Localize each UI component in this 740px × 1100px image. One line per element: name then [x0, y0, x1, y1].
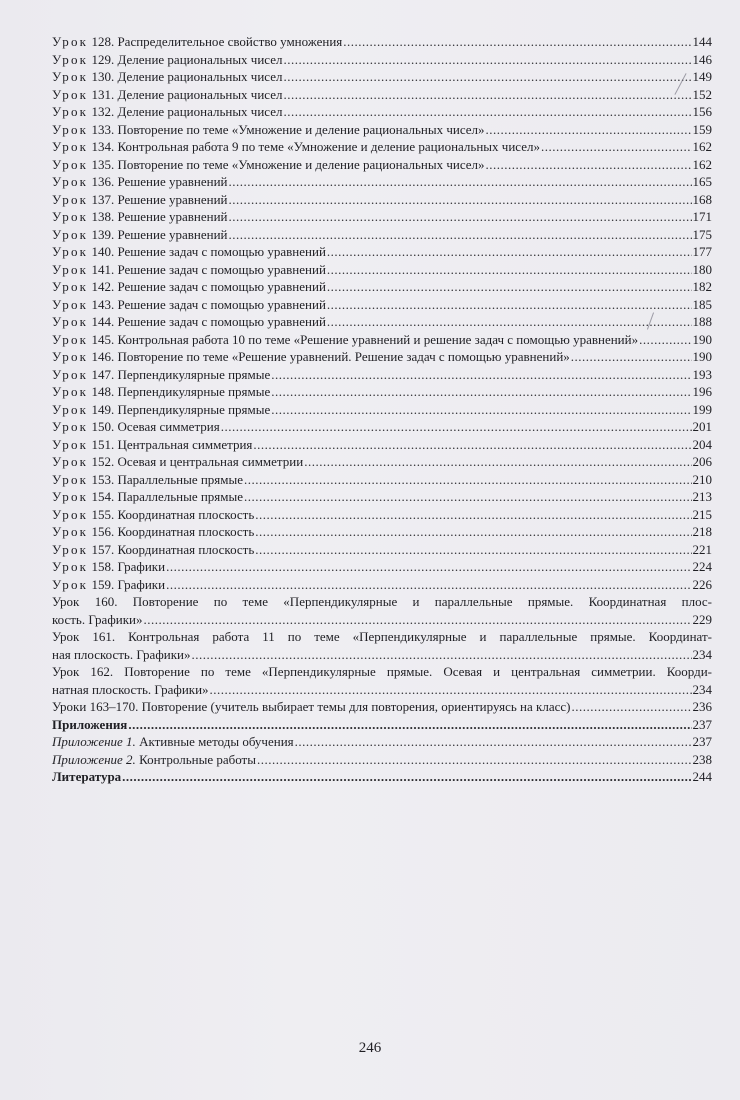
leader-dots [210, 681, 692, 699]
leader-dots [255, 506, 691, 524]
leader-dots [122, 768, 691, 786]
appendix-label: Приложение 2. [52, 751, 136, 767]
lesson-number: 152. [91, 454, 115, 469]
toc-entry-page: 159 [692, 121, 712, 137]
toc-entry [52, 121, 712, 139]
lesson-prefix: Урок [52, 331, 89, 347]
toc-entry-title: Центральная симметрия [117, 436, 253, 452]
lesson-number: 158. [91, 559, 115, 574]
leader-dots [229, 191, 692, 209]
toc-entry-page: 182 [692, 279, 712, 294]
lesson-prefix: Урок [52, 69, 89, 84]
toc-entry-page: 190 [692, 331, 712, 347]
toc-entry-title: Решение уравнений [117, 174, 228, 189]
lesson-number: 155. [91, 506, 115, 522]
lesson-number: 157. [91, 541, 115, 557]
lesson-prefix: Урок [52, 191, 89, 207]
toc-entry-title: Перпендикулярные прямые [117, 384, 271, 399]
lesson-number: 147. [91, 366, 115, 382]
lesson-prefix: Урок [52, 489, 89, 504]
leader-dots [255, 541, 691, 559]
toc-entry [52, 278, 712, 296]
toc-entry-title: Распределительное свойство умножения [117, 34, 343, 49]
leader-dots [639, 331, 691, 349]
toc-entry-page: 234 [692, 681, 712, 697]
lesson-number: 144. [91, 314, 115, 329]
lesson-prefix: Урок [52, 139, 89, 154]
toc-entry [52, 296, 712, 314]
toc-entry-title: Контрольные работы [139, 751, 256, 767]
lesson-prefix: Урок [52, 349, 89, 364]
toc-entry-title: Повторение по теме «Умножение и деление рациональных чисел» [117, 121, 485, 137]
toc-entry-title: Решение уравнений [117, 209, 228, 224]
toc-entry-title: Решение задач с помощью уравнений [117, 279, 326, 294]
toc-entry-title: Деление рациональных чисел [117, 104, 283, 119]
toc-entry [52, 471, 712, 489]
toc-entry [52, 348, 712, 366]
toc-entry-page: 177 [692, 244, 712, 259]
appendix-label: Приложение 1. [52, 734, 136, 749]
toc-entry-title: Графики [117, 559, 166, 574]
toc-entry-page: 152 [692, 86, 712, 102]
lesson-prefix: Урок [52, 104, 89, 119]
toc-entry-title: Осевая симметрия [117, 419, 220, 434]
lesson-prefix: Урок [52, 34, 89, 49]
lesson-number: 148. [91, 384, 115, 399]
leader-dots [327, 261, 692, 279]
toc-entry [52, 331, 712, 349]
leader-dots [571, 348, 692, 366]
leader-dots [229, 208, 692, 226]
toc-entry-page: 236 [692, 699, 712, 714]
toc-entry-title-line2: натная плоскость. Графики» [52, 681, 209, 697]
toc-entry-page: 196 [692, 384, 712, 399]
toc-entry-title: Координатная плоскость [117, 506, 255, 522]
lesson-number: 135. [91, 156, 115, 172]
toc-entry-title: Графики [117, 576, 166, 592]
lesson-number: 143. [91, 296, 115, 312]
leader-dots [343, 33, 691, 51]
toc-entry-title: Деление рациональных чисел [117, 86, 283, 102]
lesson-prefix: Урок [52, 454, 89, 469]
lesson-prefix: Урок [52, 524, 89, 539]
leader-dots [221, 418, 692, 436]
toc-entry-page: 168 [692, 191, 712, 207]
toc-entry-literature [52, 768, 712, 786]
lesson-number: 146. [91, 349, 115, 364]
multi-line-entries [52, 593, 712, 698]
lesson-number: 154. [91, 489, 115, 504]
page-number: 246 [358, 1040, 382, 1056]
toc-entry-appendix-1 [52, 733, 712, 751]
toc-entry-page: 210 [692, 471, 712, 487]
lesson-prefix: Урок [52, 86, 89, 102]
toc-entry [52, 418, 712, 436]
toc-entry [52, 401, 712, 419]
leader-dots [229, 226, 692, 244]
toc-entry-title: Контрольная работа 9 по теме «Умножение и деление рациональных чисел» [117, 139, 540, 154]
toc-entry-page: 149 [692, 69, 712, 84]
leader-dots [271, 383, 691, 401]
lesson-number: 139. [91, 226, 115, 242]
leader-dots [284, 86, 692, 104]
toc-entry-page: 237 [692, 734, 712, 749]
lesson-number: 149. [91, 401, 115, 417]
leader-dots [284, 103, 692, 121]
toc-entry-title: Литература [52, 769, 122, 784]
lesson-prefix: Урок [52, 226, 89, 242]
toc-entry-page: 226 [692, 576, 712, 592]
toc-entry-title: Параллельные прямые [117, 489, 244, 504]
leader-dots [253, 436, 691, 454]
toc-entry-appendix [52, 716, 712, 734]
toc-entry-page: 204 [692, 436, 712, 452]
toc-entry [52, 138, 712, 156]
toc-entry-repeat [52, 698, 712, 716]
leader-dots [271, 366, 691, 384]
toc-entry-multiline [52, 593, 712, 628]
toc-entry-page: 199 [692, 401, 712, 417]
toc-entry-page: 238 [692, 751, 712, 767]
toc-entry-page: 185 [692, 296, 712, 312]
leader-dots [571, 698, 691, 716]
lesson-number: 128. [91, 34, 115, 49]
lesson-number: 132. [91, 104, 115, 119]
leader-dots [244, 471, 691, 489]
lesson-prefix: Урок [52, 384, 89, 399]
toc-entry [52, 68, 712, 86]
lesson-prefix: Урок [52, 156, 89, 172]
lesson-number: 133. [91, 121, 115, 137]
leader-dots [486, 121, 692, 139]
lesson-prefix: Урок [52, 366, 89, 382]
toc-entry-title-line1: Урок 162. Повторение по теме «Перпендикулярные прямые. Осевая и центральная симметрии. Коорди- [52, 664, 712, 679]
lesson-number: 130. [91, 69, 115, 84]
lesson-prefix: Урок [52, 506, 89, 522]
leader-dots [166, 576, 691, 594]
toc-entry-title: Повторение по теме «Умножение и деление рациональных чисел» [117, 156, 485, 172]
lesson-number: 145. [91, 331, 115, 347]
toc-entry-page: 156 [692, 104, 712, 119]
toc-entry [52, 173, 712, 191]
toc-entry-page: 165 [692, 174, 712, 189]
toc-entry-title: Решение задач с помощью уравнений [117, 314, 326, 329]
toc-entry-page: 224 [692, 559, 712, 574]
toc-entry [52, 191, 712, 209]
toc-entry-title: Перпендикулярные прямые [117, 366, 271, 382]
lesson-number: 134. [91, 139, 115, 154]
leader-dots [257, 751, 692, 769]
toc-entry-title: Уроки 163–170. Повторение (учитель выбирает темы для повторения, ориентируясь на класс) [52, 699, 571, 714]
toc-entry-title-line2: ная плоскость. Графики» [52, 646, 191, 662]
toc-entry-appendix-2 [52, 751, 712, 769]
toc-entry [52, 383, 712, 401]
lesson-prefix: Урок [52, 121, 89, 137]
leader-dots [166, 558, 691, 576]
toc-entry-title: Решение задач с помощью уравнений [117, 261, 326, 277]
toc-entry [52, 208, 712, 226]
lesson-prefix: Урок [52, 296, 89, 312]
lesson-prefix: Урок [52, 471, 89, 487]
toc-entry-page: 171 [692, 209, 712, 224]
toc-entry [52, 436, 712, 454]
toc-entry-multiline [52, 663, 712, 698]
lesson-prefix: Урок [52, 559, 89, 574]
leader-dots [191, 646, 691, 664]
toc-entry-title: Перпендикулярные прямые [117, 401, 271, 417]
toc-entry-page: 213 [692, 489, 712, 504]
lesson-prefix: Урок [52, 419, 89, 434]
toc-entry-title: Активные методы обучения [139, 734, 294, 749]
toc-entry [52, 261, 712, 279]
toc-entry-page: 162 [692, 139, 712, 154]
toc-entry [52, 488, 712, 506]
leader-dots [327, 313, 692, 331]
lesson-number: 138. [91, 209, 115, 224]
leader-dots [143, 611, 691, 629]
toc-entry [52, 243, 712, 261]
toc-entry [52, 86, 712, 104]
toc-entry-title-line1: Урок 161. Контрольная работа 11 по теме «Перпендикулярные и параллельные прямые. Координат- [52, 629, 712, 644]
leader-dots [284, 51, 692, 69]
toc-entry [52, 523, 712, 541]
toc-entry-page: 146 [692, 51, 712, 67]
toc-entry-page: 188 [692, 314, 712, 329]
lesson-number: 153. [91, 471, 115, 487]
leader-dots [229, 173, 692, 191]
lesson-number: 131. [91, 86, 115, 102]
lesson-prefix: Урок [52, 401, 89, 417]
lesson-prefix: Урок [52, 279, 89, 294]
lesson-prefix: Урок [52, 51, 89, 67]
toc-entry-title: Координатная плоскость [117, 524, 255, 539]
lesson-prefix: Урок [52, 576, 89, 592]
toc-entry-page: 237 [692, 716, 712, 732]
table-of-contents [52, 33, 712, 786]
lesson-number: 129. [91, 51, 115, 67]
lesson-number: 150. [91, 419, 115, 434]
toc-entry-page: 206 [692, 454, 712, 469]
lesson-prefix: Урок [52, 209, 89, 224]
toc-entry [52, 33, 712, 51]
leader-dots [244, 488, 691, 506]
toc-entry-page: 221 [692, 541, 712, 557]
toc-entry [52, 453, 712, 471]
toc-entry-page: 193 [692, 366, 712, 382]
toc-entry-title-line2: кость. Графики» [52, 611, 143, 627]
toc-entry-page: 244 [692, 769, 712, 784]
toc-entry-title: Деление рациональных чисел [117, 51, 283, 67]
lesson-prefix: Урок [52, 541, 89, 557]
toc-entry [52, 103, 712, 121]
lesson-prefix: Урок [52, 261, 89, 277]
toc-entry-title: Координатная плоскость [117, 541, 255, 557]
toc-entry-page: 144 [692, 34, 712, 49]
leader-dots [295, 733, 692, 751]
toc-entry [52, 51, 712, 69]
lesson-prefix: Урок [52, 174, 89, 189]
toc-entry-title: Решение уравнений [117, 226, 228, 242]
toc-entry [52, 156, 712, 174]
leader-dots [327, 243, 692, 261]
lesson-prefix: Урок [52, 244, 89, 259]
lesson-number: 137. [91, 191, 115, 207]
toc-entry [52, 226, 712, 244]
toc-entry [52, 576, 712, 594]
leader-dots [128, 716, 691, 734]
lesson-number: 156. [91, 524, 115, 539]
toc-entry [52, 541, 712, 559]
lesson-number: 151. [91, 436, 115, 452]
leader-dots [486, 156, 692, 174]
leader-dots [271, 401, 691, 419]
lesson-prefix: Урок [52, 314, 89, 329]
toc-entry [52, 313, 712, 331]
toc-entry-title: Деление рациональных чисел [117, 69, 283, 84]
toc-entry [52, 366, 712, 384]
leader-dots [327, 278, 692, 296]
lesson-number: 159. [91, 576, 115, 592]
toc-entry-page: 190 [692, 349, 712, 364]
toc-entry-page: 175 [692, 226, 712, 242]
toc-entry-title: Решение уравнений [117, 191, 228, 207]
toc-entry-title: Параллельные прямые [117, 471, 244, 487]
toc-entry-page: 229 [692, 611, 712, 627]
toc-entry-title: Повторение по теме «Решение уравнений. Решение задач с помощью уравнений» [117, 349, 570, 364]
toc-entry-page: 218 [692, 524, 712, 539]
toc-entry-page: 234 [692, 646, 712, 662]
leader-dots [541, 138, 692, 156]
toc-entry-title: Осевая и центральная симметрии [117, 454, 304, 469]
lesson-prefix: Урок [52, 436, 89, 452]
toc-entry-multiline [52, 628, 712, 663]
lesson-number: 141. [91, 261, 115, 277]
toc-entry-page: 201 [692, 419, 712, 434]
leader-dots [304, 453, 691, 471]
toc-entry-title: Решение задач с помощью уравнений [117, 296, 326, 312]
lesson-entries [52, 33, 712, 593]
toc-entry-title: Решение задач с помощью уравнений [117, 244, 326, 259]
lesson-number: 136. [91, 174, 115, 189]
toc-entry [52, 558, 712, 576]
toc-entry [52, 506, 712, 524]
toc-entry-page: 162 [692, 156, 712, 172]
lesson-number: 140. [91, 244, 115, 259]
toc-entry-title: Приложения [52, 716, 128, 732]
leader-dots [284, 68, 692, 86]
toc-entry-title: Контрольная работа 10 по теме «Решение уравнений и решение задач с помощью уравнений» [117, 331, 639, 347]
toc-entry-page: 215 [692, 506, 712, 522]
toc-entry-page: 180 [692, 261, 712, 277]
lesson-number: 142. [91, 279, 115, 294]
leader-dots [327, 296, 692, 314]
toc-entry-title-line1: Урок 160. Повторение по теме «Перпендикулярные и параллельные прямые. Координатная плос- [52, 594, 712, 609]
leader-dots [255, 523, 691, 541]
